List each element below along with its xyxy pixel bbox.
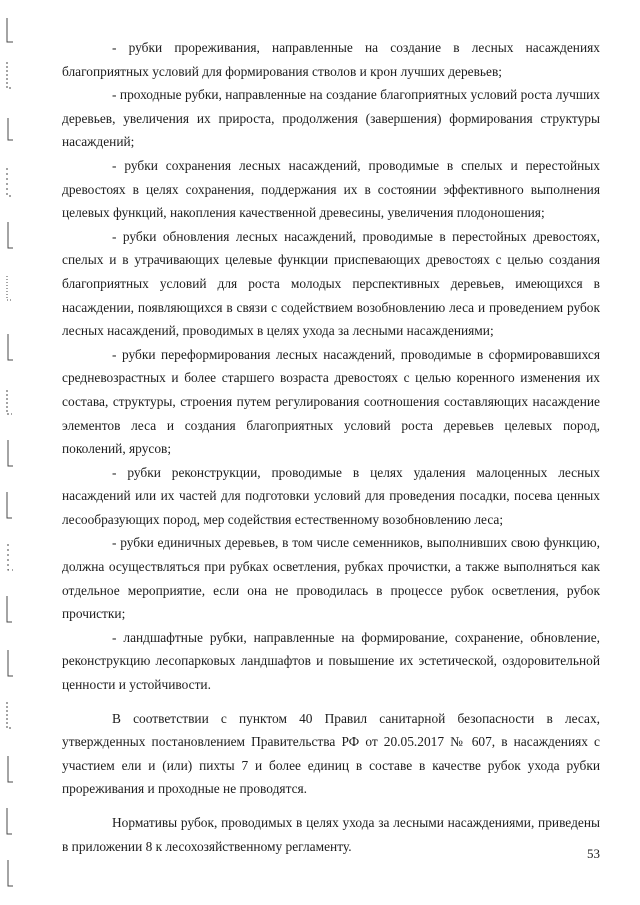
paragraph: В соответствии с пунктом 40 Правил санитарной безопасности в лесах, утвержденных постановлением Правительства РФ от 20.05.2017 № 607, в насаждениях с участием ели и (или) пихты 7 и более единиц в составе в качестве рубок ухода рубки прореживания и проходные не проводятся. — [62, 710, 600, 797]
paragraph: - проходные рубки, направленные на создание благоприятных условий роста лучших деревьев, увеличения их прироста, продолжения (завершения) формирования структуры насаждений; — [62, 87, 600, 150]
page-number: 53 — [587, 846, 600, 861]
paragraph: - рубки сохранения лесных насаждений, проводимые в спелых и перестойных древостоях в целях сохранения, поддержания их в состоянии эффективного выполнения целевых функций, накопления качественной древесины, увеличения плодоношения; — [62, 157, 600, 221]
paragraph: - рубки прореживания, направленные на создание в лесных насаждениях благоприятных условий для формирования стволов и крон лучших деревьев; — [62, 40, 600, 79]
paragraph: - рубки единичных деревьев, в том числе семенников, выполнивших свою функцию, должна осуществляться при рубках осветления, рубках прочистки, а также выполняться как отдельное мероприятие, если она не проводилась в процессе рубок осветления, рубок прочистки; — [62, 535, 600, 622]
paragraph: - рубки обновления лесных насаждений, проводимые в перестойных древостоях, спелых и в утрачивающих целевые функции приспевающих древостоях с целью создания благоприятных условий для роста молодых перспективных деревьев, имеющихся в насаждении, появляющихся в связи с содействием возобновлению леса и проведением рубок лесных насаждений, проводимых в целях ухода за лесными насаждениями; — [62, 228, 600, 339]
paragraph: - ландшафтные рубки, направленные на формирование, сохранение, обновление, реконструкцию лесопарковых ландшафтов и повышение их эстетической, оздоровительной ценности и устойчивости. — [62, 629, 600, 693]
paragraph: - рубки переформирования лесных насаждений, проводимые в сформировавшихся средневозрастных и более старшего возраста древостоях с целью коренного изменения их состава, структуры, строения путем регулирования соотношения составляющих насаждение элементов леса и создания благоприятных условий роста деревьев целевых пород, поколений, ярусов; — [62, 346, 600, 457]
binding-marks-decoration — [0, 0, 30, 905]
paragraph: - рубки реконструкции, проводимые в целях удаления малоценных лесных насаждений или их частей для подготовки условий для проведения посадки, посева ценных лесообразующих пород, мер содействия естественному возобновлению леса; — [62, 464, 600, 527]
document-body — [62, 36, 600, 858]
paragraph: Нормативы рубок, проводимых в целях ухода за лесными насаждениями, приведены в приложении 8 к лесохозяйственному регламенту. — [62, 815, 600, 854]
